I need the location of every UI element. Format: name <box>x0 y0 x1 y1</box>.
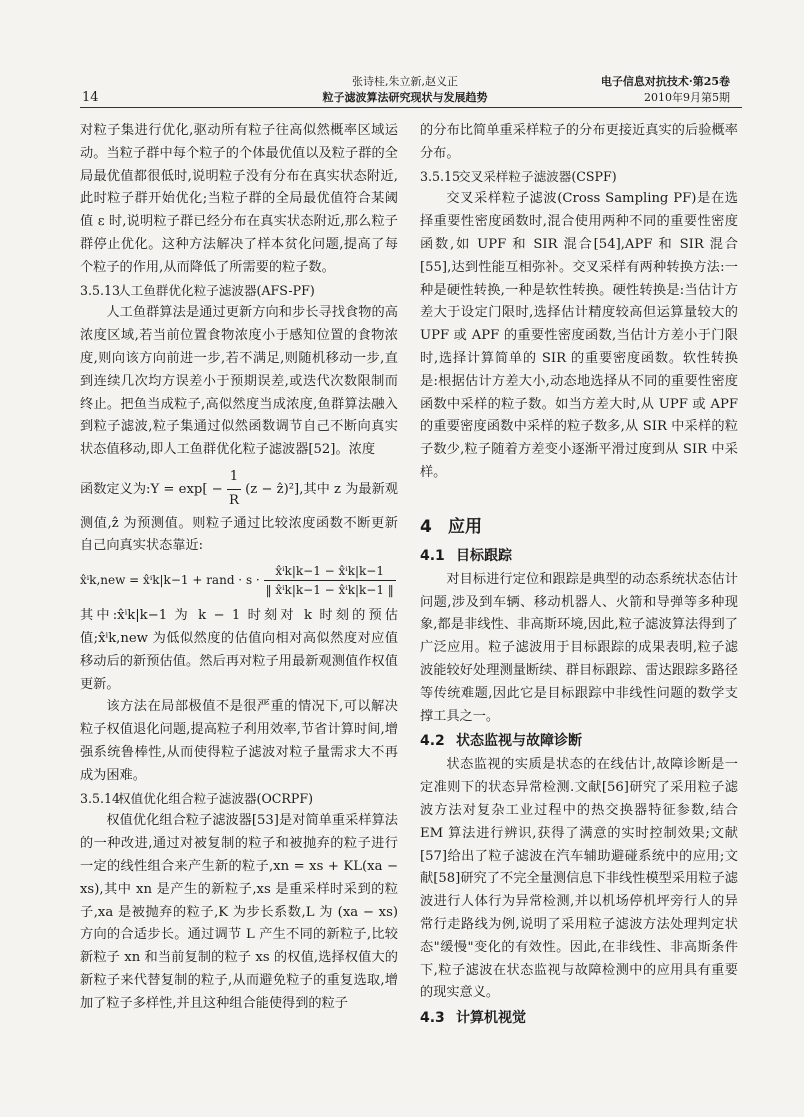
equation-numerator: x̂ⁱk|k−1 − x̂ⁱk|k−1 <box>264 562 396 581</box>
paragraph: 人工鱼群算法是通过更新方向和步长寻找食物的高浓度区域,若当前位置食物浓度小于感知位置的食物浓度,则向该方向前进一步,若不满足,则随机移动一步,直到连续几次均方误差小于预期误差,或迭代次数限制而终止。把鱼当成粒子,高似然度当成浓度,鱼群算法融入到粒子滤波,粒子集通过似然函数调节自己不断向真实状态值移动,即人工鱼群优化粒子滤波器[52]。浓度 <box>80 305 398 458</box>
paragraph-with-formula <box>80 466 398 558</box>
section-title: 应用 <box>448 516 482 537</box>
section-number: 4.1 <box>420 547 445 564</box>
equation-lhs: x̂ⁱk,new = x̂ⁱk|k−1 + rand · s · <box>80 573 260 588</box>
header-issue: 2010年9月第5期 <box>644 91 730 104</box>
section-title: 状态监视与故障诊断 <box>456 733 582 750</box>
equation-fraction <box>264 562 396 599</box>
page-number: 14 <box>82 90 99 105</box>
section-heading-3-5-13 <box>80 280 398 303</box>
fraction-denominator: R <box>228 492 239 508</box>
equation-denominator: ‖ x̂ⁱk|k−1 − x̂ⁱk|k−1 ‖ <box>265 583 394 598</box>
section-heading-3-5-15 <box>420 166 738 189</box>
header-article-title: 粒子滤波算法研究现状与发展趋势 <box>322 91 488 104</box>
paragraph: 状态监视的实质是状态的在线估计,故障诊断是一定准则下的状态异常检测.文献[56]研究了采用粒子滤波方法对复杂工业过程中的热交换器特征参数,结合 EM 算法进行辨识,获得了满意的实时控制效果;文献[57]给出了粒子滤波在汽车辅助避碰系统中的应用;文献[58]研究了不完全量测信息下非线性模型采用粒子滤波进行人体行为异常检测,并以机场停机坪旁行人的异常行走路线为例,说明了采用粒子滤波方法处理判定状态"缓慢"变化的有效性。因此,在非线性、非高斯条件下,粒子滤波在状态监视与故障检测中的应用具有重要的现实意义。 <box>420 757 738 1001</box>
paragraph: 该方法在局部极值不是很严重的情况下,可以解决粒子权值退化问题,提高粒子利用效率,节省计算时间,增强系统鲁棒性,从而使得粒子滤波对粒子量需求大不再成为困难。 <box>80 699 398 783</box>
section-number: 3.5.15 <box>420 168 461 184</box>
section-heading-4-1 <box>420 545 738 567</box>
running-header <box>80 70 730 108</box>
formula-text: (z − ẑ)²],其中 z 为最新观测值,ẑ 为预测值。则粒子通过比较浓度函数不断更新自己向真实状态靠近: <box>80 481 398 554</box>
section-number: 4.2 <box>420 733 445 750</box>
section-number: 3.5.14 <box>80 790 121 806</box>
section-title: 目标跟踪 <box>456 547 512 564</box>
section-heading-4-2 <box>420 730 738 752</box>
paragraph: 对粒子集进行优化,驱动所有粒子往高似然概率区域运动。当粒子群中每个粒子的个体最优值以及粒子群的全局最优值都很低时,说明粒子没有分布在真实状态附近,此时粒子群开始优化;当粒子群的全局最优值符合某阈值 ε 时,说明粒子群已经分布在真实状态附近,那么粒子群停止优化。这种方法解决了样本贫化问题,提高了每个粒子的作用,从而降低了所需要的粒子数。 <box>80 123 398 275</box>
formula-text: 函数定义为:Y = exp[ − <box>80 481 223 497</box>
paragraph: 交叉采样粒子滤波(Cross Sampling PF)是在选择重要性密度函数时,混合使用两种不同的重要性密度函数,如 UPF 和 SIR 混合[54],APF 和 SIR 混合[55],达到性能互相弥补。交叉采样有两种转换方法:一种是硬性转换,一种是软性转换。硬性转换是:当估计方差大于设定门限时,选择估计精度较高但运算量较大的 UPF 或 APF 的重要性密度函数,当估计方差小于门限时,选择计算简单的 SIR 的重要密度函数。软性转换是:根据估计方差大小,动态地选择从不同的重要性密度函数中采样的粒子数。如当方差大时,从 UPF 或 APF 的重要密度函数中采样的粒子数多,从 SIR 中采样的粒子数少,粒子随着方差变小逐渐平滑过度到从 SIR 中采样。 <box>420 191 738 480</box>
section-number: 4.3 <box>420 1010 445 1027</box>
paragraph: 对目标进行定位和跟踪是典型的动态系统状态估计问题,涉及到车辆、移动机器人、火箭和导弹等多种现象,都是非线性、非高斯环境,因此,粒子滤波算法得到了广泛应用。粒子滤波用于目标跟踪的成果表明,粒子滤波能较好处理测量断续、群目标跟踪、雷达跟踪多路径等传统难题,因此它是目标跟踪中非线性问题的数学支撑工具之一。 <box>420 571 738 724</box>
section-number: 4 <box>420 516 432 537</box>
section-number: 3.5.13 <box>80 282 121 298</box>
left-column <box>80 120 398 1015</box>
equation <box>80 562 398 599</box>
header-authors: 张诗桂,朱立新,赵义正 <box>352 75 458 88</box>
header-center <box>280 74 530 106</box>
header-journal: 电子信息对抗技术·第25卷 <box>600 75 730 88</box>
header-right <box>530 74 730 106</box>
section-heading-3-5-14 <box>80 788 398 811</box>
fraction <box>227 466 241 513</box>
section-title: 人工鱼群优化粒子滤波器(AFS-PF) <box>118 282 315 298</box>
paragraph: 权值优化组合粒子滤波器[53]是对简单重采样算法的一种改进,通过对被复制的粒子和被抛弃的粒子进行一定的线性组合来产生新的粒子,xn = xs + KL(xa − xs),其中 xn 是产生的新粒子,xs 是重采样时采到的粒子,xa 是被抛弃的粒子,K 为步长系数,L 为 (xa − xs) 方向的合适步长。通过调节 L 产生不同的新粒子,比较新粒子 xn 和当前复制的粒子 xs 的权值,选择权值大的新粒子来代替复制的粒子,从而避免粒子的重复选取,增加了粒子多样性,并且这种组合能使得到的粒子 <box>80 813 398 1011</box>
paragraph: 的分布比简单重采样粒子的分布更接近真实的后验概率分布。 <box>420 123 738 161</box>
section-heading-4 <box>420 515 738 539</box>
section-title: 交叉采样粒子滤波器(CSPF) <box>458 168 617 184</box>
section-heading-4-3 <box>420 1007 738 1029</box>
paragraph: 其中:x̂ⁱk|k−1 为 k − 1 时刻对 k 时刻的预估值;x̂ⁱk,new 为低似然度的估值向相对高似然度对应值移动后的新预估值。然后再对粒子用最新观测值作权值更新。 <box>80 608 398 692</box>
right-column <box>420 120 738 1031</box>
section-title: 计算机视觉 <box>456 1010 526 1027</box>
header-rule <box>80 107 742 108</box>
fraction-numerator: 1 <box>227 466 241 490</box>
section-title: 权值优化组合粒子滤波器(OCRPF) <box>118 790 314 806</box>
